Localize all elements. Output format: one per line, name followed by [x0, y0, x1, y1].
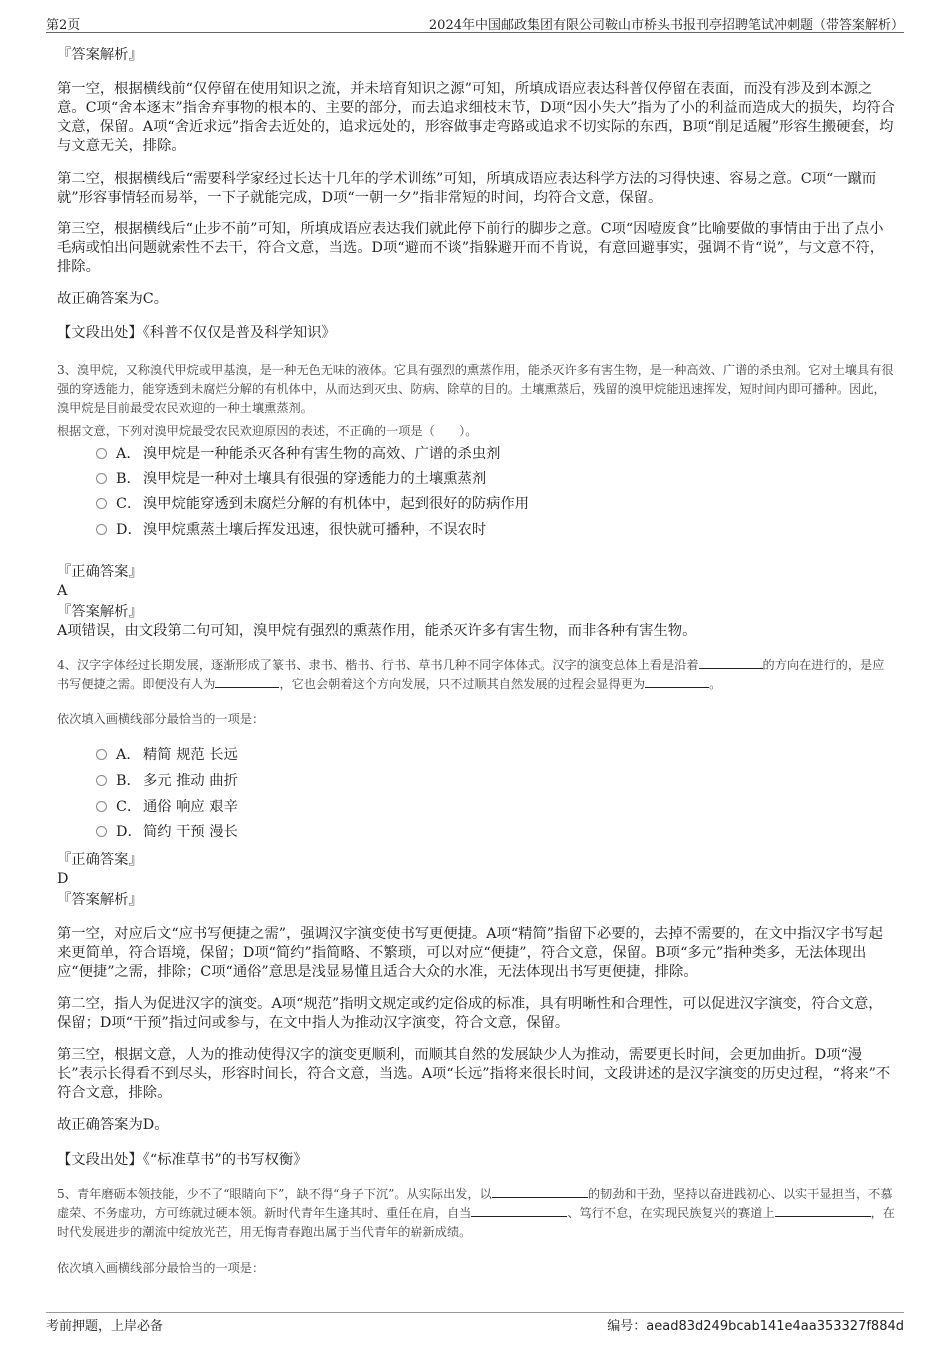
q2-analysis-label: 『答案解析』	[57, 47, 143, 63]
q4-option-b[interactable]: B． 多元 推动 曲折	[96, 771, 238, 791]
q3-analysis: A项错误，由文段第二句可知，溴甲烷有强烈的熏蒸作用，能杀灭许多有害生物，而非各种有害生物。	[57, 623, 697, 639]
q2-source: 【文段出处】《科普不仅仅是普及科学知识》	[57, 325, 336, 341]
radio-icon[interactable]	[96, 826, 107, 837]
q4-stem: 4、汉字字体经过长期发展，逐渐形成了篆书、隶书、楷书、行书、草书几种不同字体体式。汉字的演变总体上看是沿着 的方向在进行的，是应书写便捷之需。即便没有人为 ，它也会朝着这个方向发展，只不过顺其自然发展的过程会显得更为 。	[57, 658, 885, 691]
q3-option-a[interactable]: A． 溴甲烷是一种能杀灭各种有害生物的高效、广谱的杀虫剂	[96, 444, 500, 464]
radio-icon[interactable]	[96, 801, 107, 812]
q5-question: 依次填入画横线部分最恰当的一项是：	[57, 1261, 265, 1275]
blank-2	[471, 1204, 567, 1217]
q2-analysis-para1: 第一空，根据横线前“仅停留在使用知识之流，并未培育知识之源”可知，所填成语应表达科普仅停留在表面，而没有涉及到本源之意。C项“舍本逐末”指舍弃事物的根本的、主要的部分，而去追求细枝末节，D项“因小失大”指为了小的利益而造成大的损失，均符合文意，保留。A项“舍近求远”指舍去近处的，追求远处的，形容做事走弯路或追求不切实际的东西，B项“削足适履”形容生搬硬套，均与文意无关，排除。	[57, 81, 895, 154]
q3-stem: 3、溴甲烷，又称溴代甲烷或甲基溴，是一种无色无味的液体。它具有强烈的熏蒸作用，能杀灭许多有害生物，是一种高效、广谱的杀虫剂。它对土壤具有很强的穿透能力，能穿透到未腐烂分解的有机体中，从而达到灭虫、防病、除草的目的。土壤熏蒸后，残留的溴甲烷能迅速挥发，短时间内即可播种。因此，溴甲烷是目前最受农民欢迎的一种土壤熏蒸剂。	[57, 363, 894, 415]
document-title: 2024年中国邮政集团有限公司鞍山市桥头书报刊亭招聘笔试冲刺题（带答案解析）	[428, 18, 904, 33]
q5-stem: 5、青年磨砺本领技能，少不了“眼睛向下”，缺不得“身子下沉”。从实际出发，以 的韧劲和干劲，坚持以奋进践初心、以实干显担当，不慕虚荣、不务虚功，方可练就过硬本领。新时代青年生逢其时、重任在肩，自当 、笃行不怠，在实现民族复兴的赛道上 ，在时代发展进步的潮流中绽放光芒，用无悔青春跑出属于当代青年的崭新成绩。	[57, 1187, 895, 1239]
blank-1	[699, 656, 763, 669]
blank-3	[775, 1204, 871, 1217]
radio-icon[interactable]	[96, 749, 107, 760]
q2-conclusion: 故正确答案为C。	[57, 291, 169, 307]
document-code: 编号：aead83d249bcab141e4aa353327f884d	[607, 1319, 904, 1334]
q3-option-c[interactable]: C． 溴甲烷能穿透到未腐烂分解的有机体中，起到很好的防病作用	[96, 494, 529, 514]
q3-answer-label: 『正确答案』	[57, 564, 143, 580]
blank-2	[215, 675, 279, 688]
q4-answer: D	[57, 871, 69, 887]
q4-analysis-para2: 第二空，指人为促进汉字的演变。A项“规范”指明文规定或约定俗成的标准，具有明晰性和合理性，可以促进汉字演变，符合文意，保留；D项“干预”指过问或参与，在文中指人为推动汉字演变，符合文意，保留。	[57, 996, 883, 1031]
q4-conclusion: 故正确答案为D。	[57, 1117, 169, 1133]
q4-option-c[interactable]: C． 通俗 响应 艰辛	[96, 797, 238, 817]
footer-slogan: 考前押题，上岸必备	[46, 1319, 164, 1334]
radio-icon[interactable]	[96, 473, 107, 484]
q4-analysis-para3: 第三空，根据文意，人为的推动使得汉字的演变更顺利，而顺其自然的发展缺少人为推动，需要更长时间，会更加曲折。D项“漫长”表示长得看不到尽头，形容时间长，符合文意，当选。A项“长远”指将来很长时间，文段讲述的是汉字演变的历史过程，“将来”不符合文意，排除。	[57, 1047, 891, 1101]
page-number: 第2页	[46, 18, 81, 33]
radio-icon[interactable]	[96, 498, 107, 509]
q4-option-d[interactable]: D．简约 干预 漫长	[96, 822, 238, 842]
q4-answer-label: 『正确答案』	[57, 852, 143, 868]
q4-question: 依次填入画横线部分最恰当的一项是：	[57, 712, 265, 726]
q4-source: 【文段出处】《“标准草书”的书写权衡》	[57, 1152, 308, 1168]
q3-answer: A	[57, 583, 68, 599]
q4-option-a[interactable]: A． 精简 规范 长远	[96, 745, 238, 765]
q2-analysis-para2: 第二空，根据横线后“需要科学家经过长达十几年的学术训练”可知，所填成语应表达科学方法的习得快速、容易之意。C项“一蹴而就”形容事情轻而易举，一下子就能完成，D项“一朝一夕”指非常短的时间，均符合文意，保留。	[57, 171, 877, 206]
q2-analysis-para3: 第三空，根据横线后“止步不前”可知，所填成语应表达我们就此停下前行的脚步之意。C项“因噎废食”比喻要做的事情由于出了点小毛病或怕出问题就索性不去干，符合文意，当选。D项“避而不谈”指躲避开而不肯说，有意回避事实，强调不肯“说”，与文意不符，排除。	[57, 221, 885, 275]
q3-question: 根据文意，下列对溴甲烷最受农民欢迎原因的表述，不正确的一项是（ ）。	[57, 424, 478, 438]
q4-analysis-para1: 第一空，对应后文“应书写便捷之需”，强调汉字演变使书写更便捷。A项“精简”指留下必要的，去掉不需要的，在文中指汉字书写起来更简单，符合语境，保留；D项“简约”指简略、不繁琐，可以对应“便捷”，符合文意，保留。B项“多元”指种类多，无法体现出应“便捷”之需，排除；C项“通俗”意思是浅显易懂且适合大众的水准，无法体现出书写更便捷，排除。	[57, 926, 883, 980]
radio-icon[interactable]	[96, 524, 107, 535]
q3-analysis-label: 『答案解析』	[57, 604, 143, 620]
page-footer	[46, 1312, 904, 1335]
radio-icon[interactable]	[96, 775, 107, 786]
blank-1	[492, 1185, 588, 1198]
q4-analysis-label: 『答案解析』	[57, 892, 143, 908]
q3-option-b[interactable]: B． 溴甲烷是一种对土壤具有很强的穿透能力的土壤熏蒸剂	[96, 469, 486, 489]
q3-option-d[interactable]: D．溴甲烷熏蒸土壤后挥发迅速，很快就可播种，不误农时	[96, 520, 486, 540]
radio-icon[interactable]	[96, 448, 107, 459]
page-header	[46, 14, 904, 33]
blank-3	[645, 675, 709, 688]
